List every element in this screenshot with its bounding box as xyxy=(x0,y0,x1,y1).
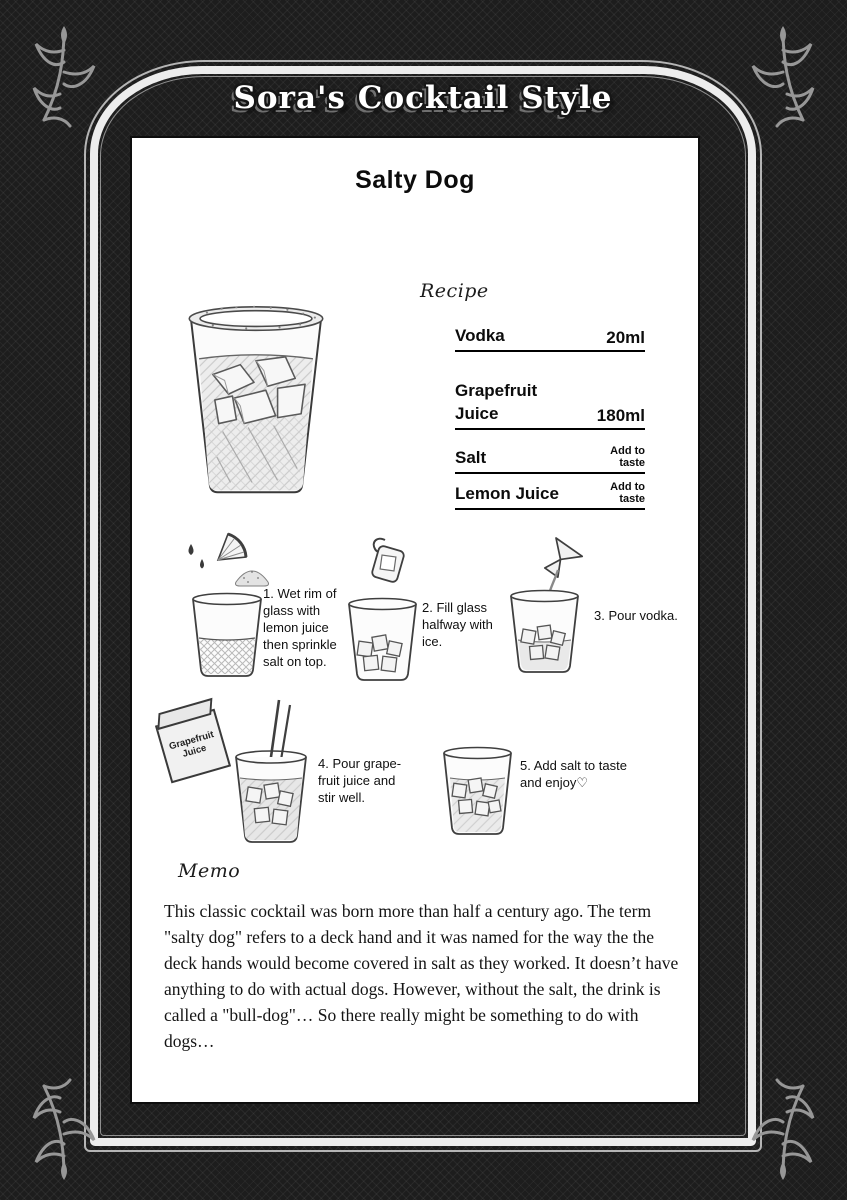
step5-illustration xyxy=(440,744,516,840)
ingredient-amount: Add to taste xyxy=(610,444,645,470)
step4-caption: 4. Pour grape-fruit juice and stir well. xyxy=(318,756,402,805)
ingredient-amount: Add to taste xyxy=(610,480,645,506)
carton-label: Grapefruit Juice xyxy=(167,728,215,760)
recipe-row xyxy=(455,474,645,510)
ingredient-name: Grapefruit Juice xyxy=(455,381,538,424)
recipe-row xyxy=(455,316,645,352)
cocktail-glass-illustration xyxy=(177,296,335,504)
memo-text: This classic cocktail was born more than half a century ago. The term "salty dog" refers to a deck hand and it was named for the way the the deck hands would become covered in salt as they worked. It doesn’t have anything to do with actual dogs. However, without the salt, the drink is called a "bull-dog"… So there really might be something to do with dogs… xyxy=(164,901,679,1051)
glass-icon xyxy=(444,748,511,835)
jigger-icon xyxy=(538,538,582,582)
glass-icon xyxy=(349,599,416,681)
step5-caption: 5. Add salt to taste and enjoy♡ xyxy=(520,758,627,790)
glass-icon xyxy=(236,751,306,842)
ingredient-name: Lemon Juice xyxy=(455,484,559,504)
ingredient-name: Vodka xyxy=(455,326,505,346)
recipe-heading: Recipe xyxy=(420,280,489,302)
ingredient-name: Salt xyxy=(455,448,487,468)
ingredient-amount: 180ml xyxy=(596,406,645,425)
lemon-wedge-icon xyxy=(218,534,246,560)
step3-caption: 3. Pour vodka. xyxy=(594,608,678,623)
recipe-card xyxy=(130,136,700,1104)
juice-drops-icon xyxy=(189,544,205,569)
straws-icon xyxy=(270,700,290,766)
step2-caption: 2. Fill glass halfway with ice. xyxy=(422,600,493,649)
recipe-list xyxy=(455,316,645,510)
page-title: Sora's Cocktail Style xyxy=(233,80,613,116)
salt-pile-icon xyxy=(236,571,269,586)
corner-flourish-bottom-right-icon xyxy=(743,1078,827,1182)
drink-title: Salty Dog xyxy=(355,166,475,194)
corner-flourish-bottom-left-icon xyxy=(20,1078,104,1182)
step3-illustration xyxy=(500,536,595,674)
step4-illustration xyxy=(230,698,312,848)
recipe-row xyxy=(455,430,645,474)
juice-carton xyxy=(155,709,231,784)
step1-caption: 1. Wet rim of glass with lemon juice then sprinkle salt on top. xyxy=(263,586,337,669)
salt-rim-icon xyxy=(189,306,322,331)
ingredient-amount: 20ml xyxy=(606,328,645,347)
ice-bag-icon xyxy=(371,539,405,583)
glass-icon xyxy=(193,594,261,677)
memo-heading: Memo xyxy=(178,860,241,882)
recipe-row xyxy=(455,374,645,430)
glass-icon xyxy=(511,591,578,673)
step2-illustration xyxy=(344,534,422,684)
